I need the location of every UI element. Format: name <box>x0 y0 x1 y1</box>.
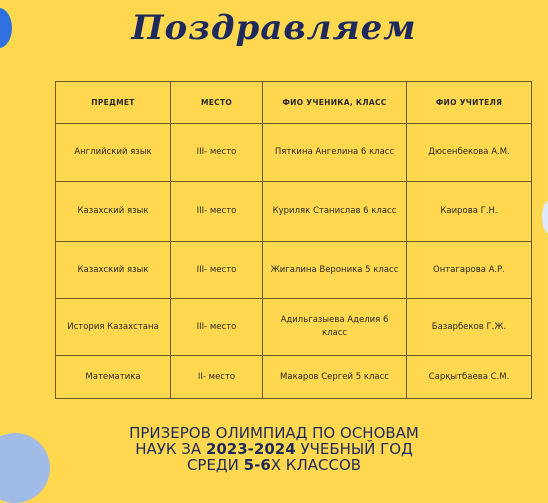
cell-subject: Английский язык <box>56 124 171 182</box>
header-subject: ПРЕДМЕТ <box>56 82 171 124</box>
table-header-row <box>56 82 532 124</box>
cell-teacher: Базарбеков Г.Ж. <box>407 299 532 356</box>
cell-teacher: Каирова Г.Н. <box>407 182 532 242</box>
cell-student: Жигалина Вероника 5 класс <box>263 242 407 299</box>
footer-line-1: ПРИЗЕРОВ ОЛИМПИАД ПО ОСНОВАМ <box>129 424 419 442</box>
footer-line-2: НАУК ЗА 2023-2024 УЧЕБНЫЙ ГОД <box>135 440 413 458</box>
footer-line-3: СРЕДИ 5-6Х КЛАССОВ <box>186 456 362 474</box>
cell-teacher: Дюсенбекова А.М. <box>407 124 532 182</box>
table-row <box>56 299 532 356</box>
cell-subject: Казахский язык <box>56 242 171 299</box>
table-row <box>56 356 532 399</box>
cell-place: III- место <box>171 242 263 299</box>
cell-student: Куриляк Станислав 6 класс <box>263 182 407 242</box>
cell-place: III- место <box>171 299 263 356</box>
school-year: 2023-2024 <box>205 440 296 458</box>
header-place: МЕСТО <box>171 82 263 124</box>
table-row <box>56 124 532 182</box>
decorative-blob-right <box>542 200 548 234</box>
cell-place: III- место <box>171 124 263 182</box>
cell-student: Пяткина Ангелина 6 класс <box>263 124 407 182</box>
cell-teacher: Сарқытбаева С.М. <box>407 356 532 399</box>
cell-subject: Математика <box>56 356 171 399</box>
table-row <box>56 182 532 242</box>
header-student: ФИО УЧЕНИКА, КЛАСС <box>263 82 407 124</box>
cell-student: Макаров Сергей 5 класс <box>263 356 407 399</box>
cell-place: II- место <box>171 356 263 399</box>
table-row <box>56 242 532 299</box>
cell-subject: История Казахстана <box>56 299 171 356</box>
results-table <box>55 81 532 399</box>
header-teacher: ФИО УЧИТЕЛЯ <box>407 82 532 124</box>
page-title: Поздравляем <box>131 8 417 48</box>
cell-place: III- место <box>171 182 263 242</box>
cell-subject: Казахский язык <box>56 182 171 242</box>
footer-caption <box>0 425 548 473</box>
grades: 5-6 <box>243 456 271 474</box>
cell-teacher: Онтагарова А.Р. <box>407 242 532 299</box>
cell-student: Адильгазыева Аделия 6 класс <box>263 299 407 356</box>
